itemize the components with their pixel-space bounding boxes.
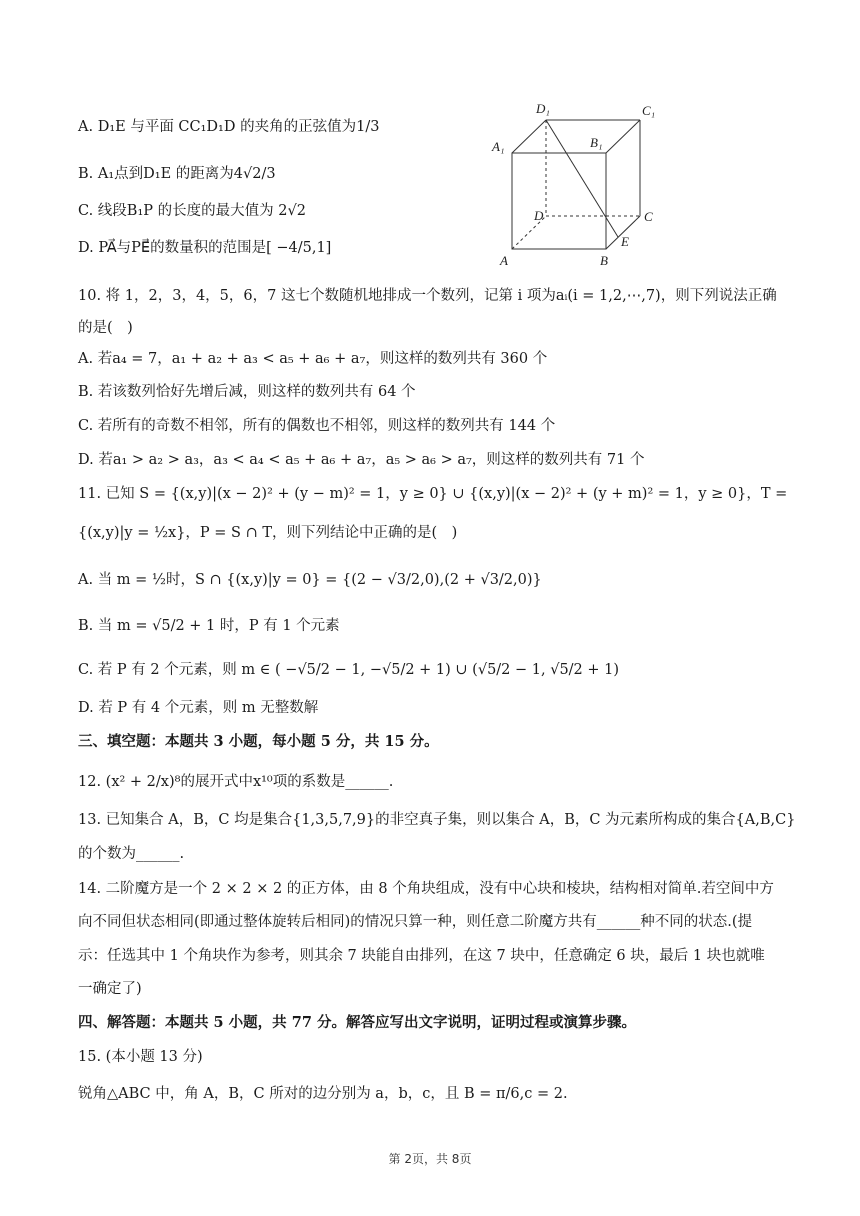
- label-a: A: [500, 253, 508, 268]
- label-b1: B₁: [590, 135, 603, 150]
- label-a1: A₁: [492, 139, 505, 154]
- q13-line2: 的个数为______.: [78, 846, 185, 862]
- q10-option-d: D. 若a₁ > a₂ > a₃，a₃ < a₄ < a₅ + a₆ + a₇，a₅ > a₆ > a₇，则这样的数列共有 71 个: [78, 452, 645, 468]
- q13-line1: 13. 已知集合 A，B，C 均是集合{1,3,5,7,9}的非空真子集，则以集合 A，B，C 为元素所构成的集合{A,B,C}: [78, 812, 796, 828]
- q15-title: 15. (本小题 13 分): [78, 1049, 203, 1065]
- q11-stem-line2: {(x,y)|y = ½x}，P = S ∩ T，则下列结论中正确的是( ): [78, 525, 458, 541]
- q9-option-b: B. A₁点到D₁E 的距离为4√2/3: [78, 166, 276, 182]
- segment-d1e: [546, 120, 618, 237]
- q14-line4: 一确定了): [78, 981, 142, 997]
- label-b: B: [600, 253, 608, 268]
- section4-heading: 四、解答题：本题共 5 小题，共 77 分。解答应写出文字说明，证明过程或演算步骤。: [78, 1014, 636, 1031]
- q11-option-c: C. 若 P 有 2 个元素，则 m ∈ ( −√5/2 − 1, −√5/2 + 1) ∪ (√5/2 − 1, √5/2 + 1): [78, 662, 620, 678]
- cube-edge: [512, 120, 546, 153]
- label-d1: D₁: [536, 101, 550, 116]
- page-footer: 第 2页，共 8页: [388, 1152, 472, 1166]
- q10-stem-line2: 的是( ): [78, 320, 133, 336]
- q10-option-b: B. 若该数列恰好先增后减，则这样的数列共有 64 个: [78, 384, 416, 400]
- cube-edge: [606, 120, 640, 153]
- q14-line1: 14. 二阶魔方是一个 2 × 2 × 2 的正方体，由 8 个角块组成，没有中心块和棱块，结构相对简单.若空间中方: [78, 881, 774, 897]
- q9-option-c: C. 线段B₁P 的长度的最大值为 2√2: [78, 203, 306, 219]
- q11-option-a: A. 当 m = ½时，S ∩ {(x,y)|y = 0} = {(2 − √3/2,0),(2 + √3/2,0)}: [78, 572, 542, 588]
- label-e: E: [621, 234, 629, 249]
- cube-front-face: [512, 153, 606, 249]
- q14-line3: 示：任选其中 1 个角块作为参考，则其余 7 块能自由排列，在这 7 块中，任意确定 6 块，最后 1 块也就唯: [78, 948, 765, 964]
- q9-option-a: A. D₁E 与平面 CC₁D₁D 的夹角的正弦值为1/3: [78, 119, 380, 135]
- q12-text: 12. (x² + 2/x)⁸的展开式中x¹⁰项的系数是______.: [78, 774, 394, 790]
- label-d: D: [534, 208, 544, 223]
- label-c: C: [644, 209, 653, 224]
- q11-option-d: D. 若 P 有 4 个元素，则 m 无整数解: [78, 700, 319, 716]
- q9-option-d: D. PA⃗与PE⃗的数量积的范围是[ −4/5,1]: [78, 240, 332, 256]
- q14-line2: 向不同但状态相同(即通过整体旋转后相同)的情况只算一种，则任意二阶魔方共有______种不同的状态.(提: [78, 914, 753, 930]
- q10-option-a: A. 若a₄ = 7，a₁ + a₂ + a₃ < a₅ + a₆ + a₇，则这样的数列共有 360 个: [78, 351, 548, 367]
- q10-stem-line1: 10. 将 1，2，3，4，5，6，7 这七个数随机地排成一个数列，记第 i 项为aᵢ(i = 1,2,⋯,7)，则下列说法正确: [78, 288, 777, 304]
- label-c1: C₁: [642, 103, 656, 118]
- q11-option-b: B. 当 m = √5/2 + 1 时，P 有 1 个元素: [78, 618, 340, 634]
- q11-stem-line1: 11. 已知 S = {(x,y)|(x − 2)² + (y − m)² = 1，y ≥ 0} ∪ {(x,y)|(x − 2)² + (y + m)² = 1，y ≥ 0}，T =: [78, 486, 788, 502]
- section3-heading: 三、填空题：本题共 3 小题，每小题 5 分，共 15 分。: [78, 733, 439, 750]
- q10-option-c: C. 若所有的奇数不相邻，所有的偶数也不相邻，则这样的数列共有 144 个: [78, 418, 556, 434]
- q15-stem: 锐角△ABC 中，角 A，B，C 所对的边分别为 a，b，c，且 B = π/6,c = 2.: [78, 1086, 568, 1102]
- cube-figure: [490, 95, 660, 275]
